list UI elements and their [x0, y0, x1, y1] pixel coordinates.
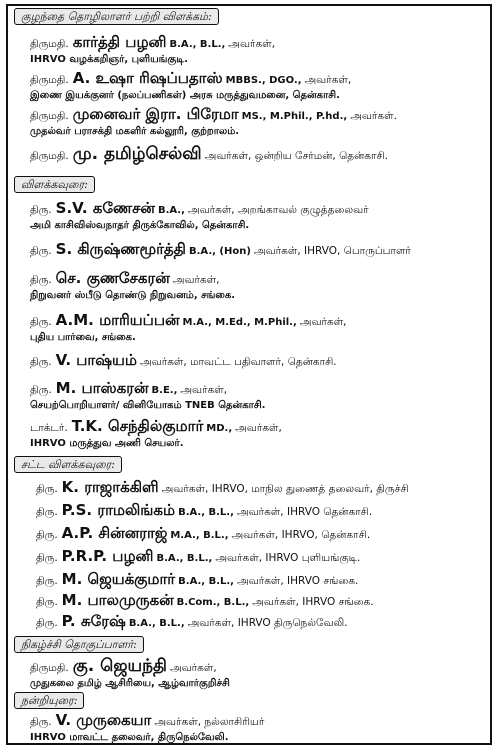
person-name: கு. ஜெயந்தி: [72, 656, 167, 676]
affiliation: முதல்வர் பராசக்தி மகளிர் கல்லூரி, குற்றாலம்.: [30, 126, 240, 137]
person-name: P.R.P. பழனி: [61, 547, 154, 565]
person-name: முனைவர் இரா. பிரேமா: [72, 105, 239, 123]
honorific: திருமதி.: [30, 662, 69, 674]
degree: B.A., (Hon): [188, 246, 251, 257]
person-name: S. கிருஷ்ணமூர்த்தி: [55, 240, 186, 258]
person-name: M. பாஸ்கரன்: [55, 379, 149, 397]
affiliation: IHRVO மாவட்ட தலைவர், திருநெல்வேலி.: [30, 732, 229, 743]
designation: அவர்கள்,: [235, 422, 282, 434]
person-name: P.S. ராமலிங்கம்: [61, 501, 176, 519]
degree: B.A., B.L.,: [128, 618, 185, 629]
honorific: திரு.: [30, 274, 52, 286]
list-item: [30, 352, 484, 371]
list-item: [30, 418, 484, 450]
list-item: [30, 380, 484, 412]
designation: அவர்கள்,: [299, 316, 347, 328]
person-name: A. உஷா ரிஷப்பதாஸ்: [72, 69, 223, 87]
affiliation: நிறுவனர் ஸ்பீடு தொண்டு நிறுவனம், சங்கை.: [30, 290, 236, 301]
degree: B.A., B.L.,: [169, 39, 226, 50]
person-name: A.M. மாரியப்பன்: [55, 311, 180, 329]
honorific: திரு.: [30, 356, 52, 368]
person-name: செ. குணசேகரன்: [55, 269, 170, 287]
affiliation: IHRVO வழக்கறிஞர், புளியங்குடி.: [30, 54, 189, 65]
person-name: V. பாஷ்யம்: [55, 351, 137, 369]
honorific: திரு.: [36, 506, 58, 518]
section-heading: நிகழ்ச்சி தொகுப்பாளர்:: [14, 636, 144, 653]
person-name: S.V. கணேசன்: [55, 199, 155, 217]
degree: M.A., M.Ed., M.Phil.,: [182, 317, 297, 328]
list-item: [36, 548, 484, 567]
list-item: [30, 106, 484, 138]
affiliation: இணை இயக்குனர் (நலப்பணிகள்) அரசு மருத்துவமனை, தென்காசி.: [30, 90, 340, 101]
honorific: திரு.: [30, 384, 52, 396]
person-name: M. ஜெயக்குமார்: [61, 570, 176, 588]
list-item: [30, 658, 484, 690]
degree: M.A., B.L.,: [170, 530, 229, 541]
honorific: திருமதி.: [30, 150, 69, 162]
list-item: [30, 34, 484, 66]
honorific: திரு.: [30, 245, 52, 257]
degree: B.Com., B.L.,: [176, 597, 250, 608]
person-name: V. முருகையா: [55, 711, 152, 729]
degree: MS., M.Phil., P.hd.,: [241, 111, 348, 122]
degree: MBBS., DGO.,: [225, 75, 302, 86]
degree: B.E.,: [151, 385, 178, 396]
designation: அவர்கள்,: [180, 384, 228, 396]
list-item: [36, 592, 484, 611]
affiliation: செயற்பொறியாளர்/ வினியோகம் TNEB தென்காசி.: [30, 400, 266, 411]
list-item: [30, 712, 484, 744]
person-name: K. ராஜாக்கிளி: [61, 478, 159, 496]
honorific: திரு.: [36, 617, 58, 629]
honorific: திரு.: [36, 596, 58, 608]
person-name: மு. தமிழ்செல்வி: [72, 144, 202, 164]
designation: அவர்கள், IHRVO புளியங்குடி.: [215, 552, 361, 564]
affiliation: புதிய பார்வை, சங்கை.: [30, 332, 136, 343]
section-heading: சட்ட விளக்கவுரை:: [14, 456, 122, 473]
honorific: திரு.: [36, 483, 58, 495]
designation: அவர்கள்,: [228, 38, 276, 50]
list-item: [36, 502, 484, 521]
honorific: திரு.: [30, 204, 52, 216]
section-heading: குழந்தை தொழிலாளர் பற்றி விளக்கம்:: [14, 8, 219, 25]
designation: அவர்கள், IHRVO திருநெல்வேலி.: [187, 617, 348, 629]
honorific: திருமதி.: [30, 110, 69, 122]
degree: MD.,: [206, 423, 233, 434]
list-item: [30, 70, 484, 102]
person-name: P. சுரேஷ்: [61, 612, 126, 630]
list-item: [36, 571, 484, 590]
designation: அவர்கள், IHRVO சங்கை.: [236, 575, 359, 587]
list-item: [30, 270, 484, 302]
honorific: திரு.: [36, 552, 58, 564]
designation: அவர்கள்,: [172, 274, 220, 286]
list-item: [30, 312, 484, 344]
degree: B.A., B.L.,: [178, 576, 234, 587]
designation: அவர்கள்,: [169, 662, 217, 674]
person-name: T.K. செந்தில்குமார்: [71, 417, 204, 435]
designation: அவர்கள், IHRVO, தென்காசி.: [231, 529, 371, 541]
honorific: டாக்டர்.: [30, 422, 68, 434]
section-heading: நன்றியுரை:: [14, 692, 84, 709]
designation: அவர்கள், ஒன்றிய சேர்மன், தென்காசி.: [204, 150, 389, 162]
affiliation: முதுகலை தமிழ் ஆசிரியை, ஆழ்வார்குறிச்சி: [30, 678, 230, 689]
person-name: கார்த்தி பழனி: [72, 33, 167, 51]
designation: அவர்கள், நல்லாசிரியர்: [154, 716, 265, 728]
list-item: [30, 241, 484, 260]
designation: அவர்கள்.: [350, 110, 397, 122]
honorific: திரு.: [36, 529, 58, 541]
honorific: திரு.: [30, 316, 52, 328]
program-sheet: [6, 4, 492, 745]
degree: B.A., B.L.,: [178, 507, 234, 518]
list-item: [30, 200, 484, 232]
designation: அவர்கள், மாவட்ட பதிவாளர், தென்காசி.: [140, 356, 337, 368]
list-item: [36, 479, 484, 498]
designation: அவர்கள், IHRVO, பொருப்பாளர்: [253, 245, 411, 257]
designation: அவர்கள், அறங்காவல் குழுத்தலைவர்: [187, 204, 369, 216]
affiliation: IHRVO மருத்துவ அணி செயலர்.: [30, 438, 184, 449]
person-name: M. பாலமுருகன்: [61, 591, 174, 609]
designation: அவர்கள்,: [304, 74, 352, 86]
designation: அவர்கள், IHRVO சங்கை.: [252, 596, 374, 608]
person-name: A.P. சின்னராஜ்: [61, 524, 168, 542]
list-item: [36, 613, 484, 632]
degree: B.A.,: [157, 205, 185, 216]
honorific: திருமதி.: [30, 38, 69, 50]
affiliation: அமி காசிவிஸ்வநாதர் திருக்கோவில், தென்காசி.: [30, 220, 250, 231]
honorific: திருமதி.: [30, 74, 69, 86]
honorific: திரு.: [36, 575, 58, 587]
section-heading: விளக்கவுரை:: [14, 176, 95, 193]
designation: அவர்கள், IHRVO தென்காசி.: [236, 506, 373, 518]
designation: அவர்கள், IHRVO, மாநில துணைத் தலைவர், திருச்சி: [161, 483, 409, 495]
list-item: [30, 146, 484, 165]
list-item: [36, 525, 484, 544]
honorific: திரு.: [30, 716, 52, 728]
degree: B.A., B.L.,: [156, 553, 213, 564]
